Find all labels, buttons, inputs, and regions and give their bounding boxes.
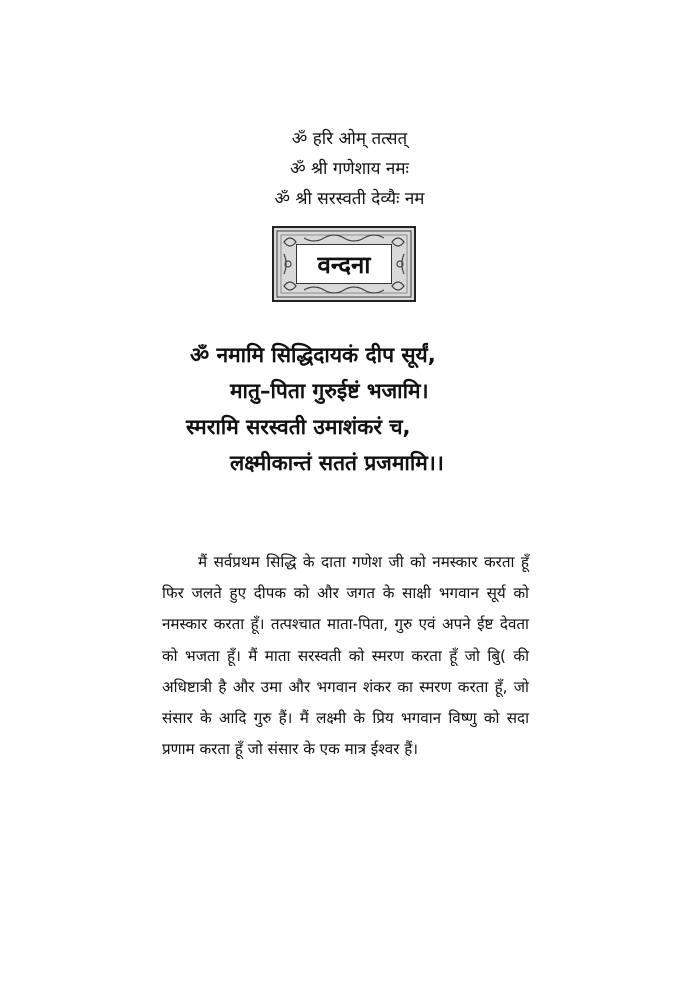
heading-title: वन्दना xyxy=(296,244,392,284)
verse-line-3: स्मरामि सरस्वती उमाशंकरं च, xyxy=(186,415,411,439)
verse-line-2: मातु–पिता गुरुईष्टं भजामि। xyxy=(230,379,429,403)
invocation-line-2: ॐ श्री गणेशाय नमः xyxy=(290,159,409,179)
meaning-paragraph: मैं सर्वप्रथम सिद्धि के दाता गणेश जी को नमस्कार करता हूँ फिर जलते हुए दीपक को और जगत के साक्षी भगवान सूर्य को नमस्कार करता हूँ। तत्पश्चात माता-पिता, गुरु एवं अपने ईष्ट देवता को भजता हूँ। मैं माता सरस्वती को स्मरण करता हूँ जो बुि( की अधिष्टात्री है और उमा और भगवान शंकर का स्मरण करता हूँ, जो संसार के आदि गुरु हैं। मैं लक्ष्मी के प्रिय भगवान विष्णु को सदा प्रणाम करता हूँ जो संसार के एक मात्र ईश्वर हैं। xyxy=(162,553,529,759)
verse-line-4: लक्ष्मीकान्तं सततं प्रजमामि।। xyxy=(230,451,444,475)
invocation-line-1: ॐ हरि ओम् तत्सत् xyxy=(291,129,408,149)
invocation-line-3: ॐ श्री सरस्वती देव्यैः नम xyxy=(274,189,425,209)
invocations xyxy=(0,124,699,214)
heading-ornamental-frame xyxy=(272,226,416,302)
verse-line-1: ॐ नमामि सिद्धिदायकं दीप सूर्यं, xyxy=(190,343,436,367)
